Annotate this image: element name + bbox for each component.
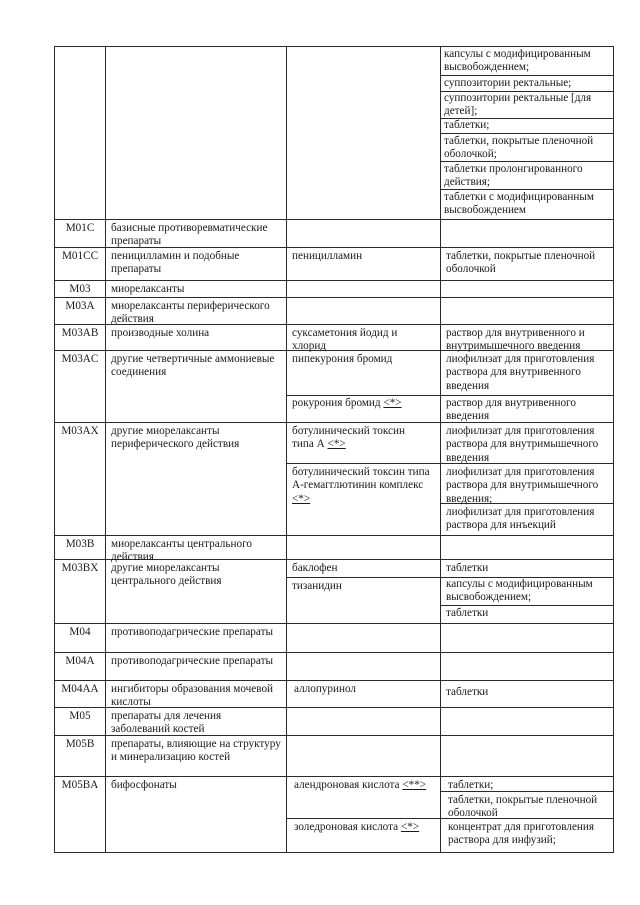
atc-group: миорелаксанты <box>111 283 185 295</box>
dosage-form: суппозитории ректальные [для детей]; <box>444 92 592 118</box>
form-divider <box>440 605 614 606</box>
atc-group: ингибиторы образования мочевой кислоты <box>111 683 274 709</box>
atc-group: препараты для лечения заболеваний костей <box>111 710 222 736</box>
table-right-border <box>613 46 614 853</box>
substance-label: алендроновая кислота <box>294 779 400 791</box>
dosage-form: лиофилизат для приготовления раствора для инъекций <box>446 506 595 532</box>
dosage-form: таблетки, покрытые пленочной оболочкой <box>446 250 596 276</box>
atc-code: M03AX <box>61 425 99 437</box>
dosage-form: капсулы с модифицированным высвобождением; <box>446 578 593 604</box>
dosage-form: таблетки; <box>448 779 494 791</box>
atc-group: другие миорелаксанты периферического действия <box>111 425 240 451</box>
substance-name <box>292 466 438 506</box>
atc-code: M03BX <box>61 562 99 574</box>
atc-group: другие четвертичные аммониевые соединения <box>111 353 275 379</box>
substance-name <box>294 821 440 834</box>
row-border <box>54 280 614 281</box>
footnote-ref: <*> <box>292 492 311 505</box>
dosage-form: концентрат для приготовления раствора для инфузий; <box>448 821 595 847</box>
dosage-form: таблетки; <box>444 119 490 131</box>
atc-group: противоподагрические препараты <box>111 655 273 667</box>
atc-code: M05BA <box>61 779 99 791</box>
substance-label: золедроновая кислота <box>294 821 399 833</box>
row-border <box>54 219 614 220</box>
dosage-form: таблетки <box>446 607 489 619</box>
table-bottom-border <box>54 852 614 853</box>
dosage-form: таблетки пролонгированного действия; <box>444 163 583 189</box>
dosage-form: раствор для внутривенного и внутримышечного введения <box>446 327 585 353</box>
atc-group: бифосфонаты <box>111 779 177 791</box>
atc-group: миорелаксанты центрального действия <box>111 538 252 564</box>
atc-code: M03AC <box>61 353 99 365</box>
substance-name: аллопуринол <box>294 683 357 695</box>
dosage-form: лиофилизат для приготовления раствора для внутримышечного введения <box>446 425 599 464</box>
substance-name <box>292 425 422 452</box>
footnote-ref: <*> <box>400 821 420 833</box>
atc-code: M03B <box>65 538 95 550</box>
atc-code: M03AB <box>61 327 99 339</box>
table-top-border <box>54 46 614 47</box>
footnote-ref: <*> <box>327 438 346 451</box>
atc-code: M03 <box>69 283 91 295</box>
atc-group: противоподагрические препараты <box>111 626 273 638</box>
substance-label: рокурония бромид <box>292 397 381 409</box>
substance-name <box>294 779 438 792</box>
atc-code: M04A <box>65 655 95 667</box>
dosage-form: суппозитории ректальные; <box>444 77 572 89</box>
atc-code: M04AA <box>61 683 99 695</box>
column-divider-group <box>286 46 287 853</box>
atc-group: миорелаксанты периферического действия <box>111 300 270 326</box>
substance-name: баклофен <box>292 562 338 574</box>
row-border <box>54 535 614 536</box>
atc-group: другие миорелаксанты центрального действия <box>111 562 222 588</box>
dosage-form: таблетки с модифицированным высвобождением <box>444 191 594 217</box>
row-border <box>54 680 614 681</box>
row-border <box>54 623 614 624</box>
form-divider <box>440 75 614 76</box>
row-border <box>54 652 614 653</box>
column-divider-code <box>105 46 106 853</box>
footnote-ref: <*> <box>383 397 402 409</box>
substance-name: пеницилламин <box>292 250 363 262</box>
substance-name: пипекурония бромид <box>292 353 393 365</box>
column-divider-substance <box>440 46 441 853</box>
atc-code: M03A <box>65 300 95 312</box>
atc-code: M05B <box>65 738 95 750</box>
substance-name: тизанидин <box>292 580 342 592</box>
atc-code: M01C <box>65 222 95 234</box>
atc-group: пеницилламин и подобные препараты <box>111 250 240 276</box>
dosage-form: лиофилизат для приготовления раствора для внутривенного введения <box>446 353 595 392</box>
footnote-ref: <**> <box>402 779 427 791</box>
row-border <box>54 776 614 777</box>
table-left-border <box>54 46 55 853</box>
substance-label: ботулинический токсин типа А-гемагглютинин комплекс <box>292 466 430 492</box>
atc-group: препараты, влияющие на структуру и минерализацию костей <box>111 738 281 764</box>
substance-name <box>292 397 438 410</box>
dosage-form: таблетки <box>446 686 489 698</box>
atc-code: M05 <box>69 710 91 722</box>
dosage-form: капсулы с модифицированным высвобождением; <box>444 48 591 74</box>
dosage-form: таблетки, покрытые пленочной оболочкой; <box>444 135 594 161</box>
dosage-form: таблетки, покрытые пленочной оболочкой <box>448 794 598 820</box>
atc-code: M04 <box>69 626 91 638</box>
atc-code: M01CC <box>61 250 99 262</box>
substance-name: суксаметония йодид и хлорид <box>292 327 398 353</box>
row-border <box>54 297 614 298</box>
atc-group: базисные противоревматические препараты <box>111 222 268 248</box>
dosage-form: лиофилизат для приготовления раствора для внутримышечного введения; <box>446 466 599 505</box>
dosage-form: таблетки <box>446 562 489 574</box>
atc-group: производные холина <box>111 327 210 339</box>
dosage-form: раствор для внутривенного введения <box>446 397 576 423</box>
form-divider <box>440 133 614 134</box>
substance-label: ботулинический токсин типа А <box>292 425 405 451</box>
subrow-border <box>286 395 614 396</box>
